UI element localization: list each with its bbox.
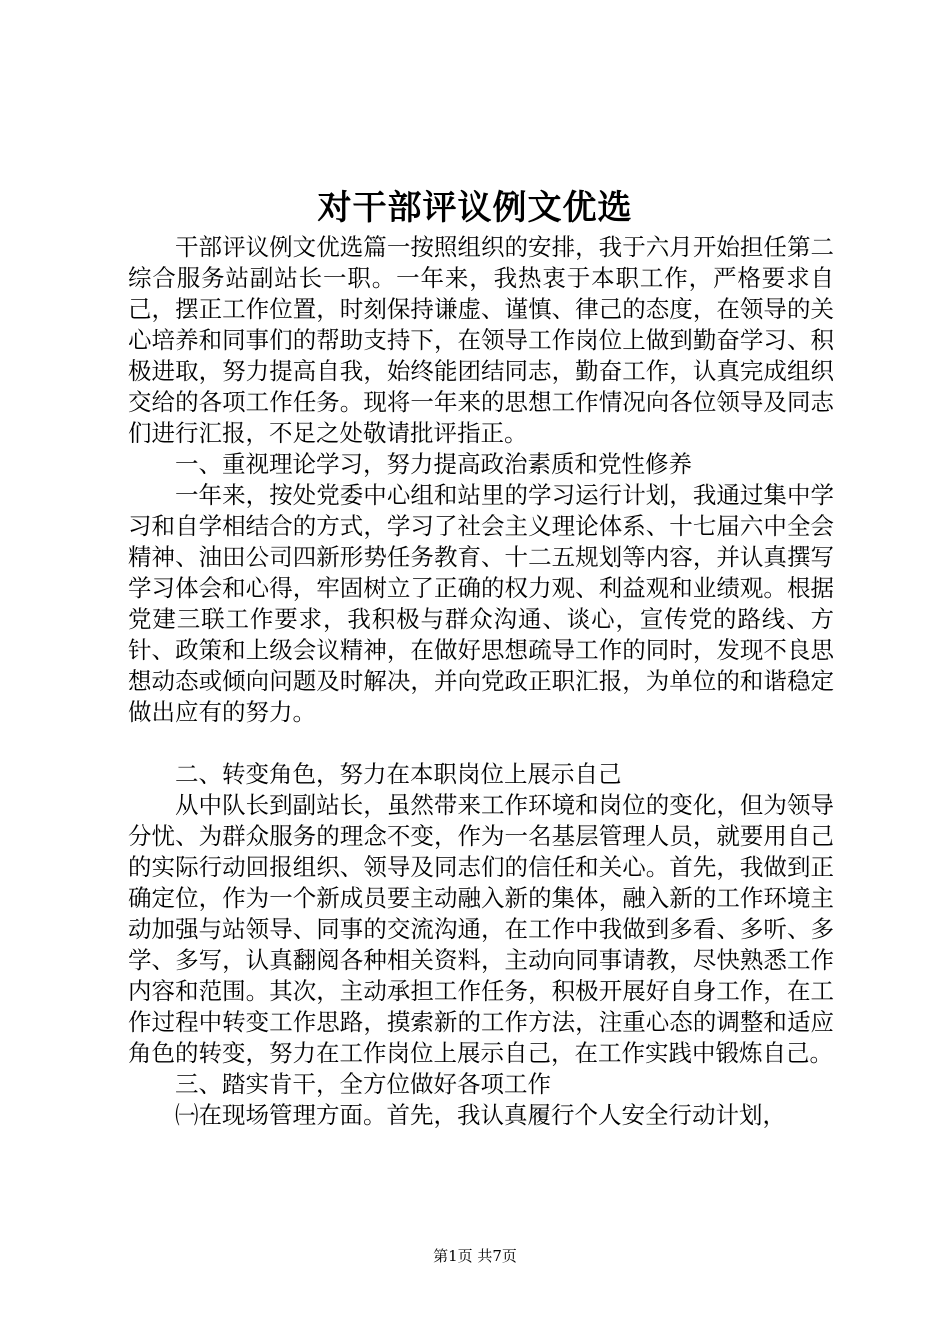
section-heading-2: 二、转变角色，努力在本职岗位上展示自己	[175, 760, 622, 788]
intro-paragraph: 干部评议例文优选篇一按照组织的安排，我于六月开始担任第二综合服务站副站长一职。一年来，我热衷于本职工作，严格要求自己，摆正工作位置，时刻保持谦虚、谨慎、律己的态度，在领导的关心培养和同事们的帮助支持下，在领导工作岗位上做到勤奋学习、积极进取，努力提高自我，始终能团结同志，勤奋工作，认真完成组织交给的各项工作任务。现将一年来的思想工作情况向各位领导及同志们进行汇报，不足之处敬请批评指正。	[128, 233, 834, 447]
section-3-paragraph: ㈠在现场管理方面。首先，我认真履行个人安全行动计划，	[175, 1101, 786, 1129]
document-title: 对干部评议例文优选	[317, 188, 633, 228]
blank-line	[128, 728, 834, 759]
section-2-paragraph: 从中队长到副站长，虽然带来工作环境和岗位的变化，但为领导分忧、为群众服务的理念不变，作为一名基层管理人员，就要用自己的实际行动回报组织、领导及同志们的信任和关心。首先，我做到正确定位，作为一个新成员要主动融入新的集体，融入新的工作环境主动加强与站领导、同事的交流沟通，在工作中我做到多看、多听、多学、多写，认真翻阅各种相关资料，主动向同事请教，尽快熟悉工作内容和范围。其次，主动承担工作任务，积极开展好自身工作，在工作过程中转变工作思路，摸索新的工作方法，注重心态的调整和适应角色的转变，努力在工作岗位上展示自己，在工作实践中锻炼自己。	[128, 791, 834, 1067]
section-heading-3: 三、踏实肯干，全方位做好各项工作	[175, 1070, 551, 1098]
section-1-paragraph: 一年来，按处党委中心组和站里的学习运行计划，我通过集中学习和自学相结合的方式，学习了社会主义理论体系、十七届六中全会精神、油田公司四新形势任务教育、十二五规划等内容，并认真撰写学习体会和心得，牢固树立了正确的权力观、利益观和业绩观。根据党建三联工作要求，我积极与群众沟通、谈心，宣传党的路线、方针、政策和上级会议精神，在做好思想疏导工作的同时，发现不良思想动态或倾向问题及时解决，并向党政正职汇报，为单位的和谐稳定做出应有的努力。	[128, 481, 834, 726]
section-heading-1: 一、重视理论学习，努力提高政治素质和党性修养	[175, 450, 692, 478]
document-body	[128, 232, 834, 1131]
page-footer: 第1页 共7页	[433, 1247, 517, 1265]
